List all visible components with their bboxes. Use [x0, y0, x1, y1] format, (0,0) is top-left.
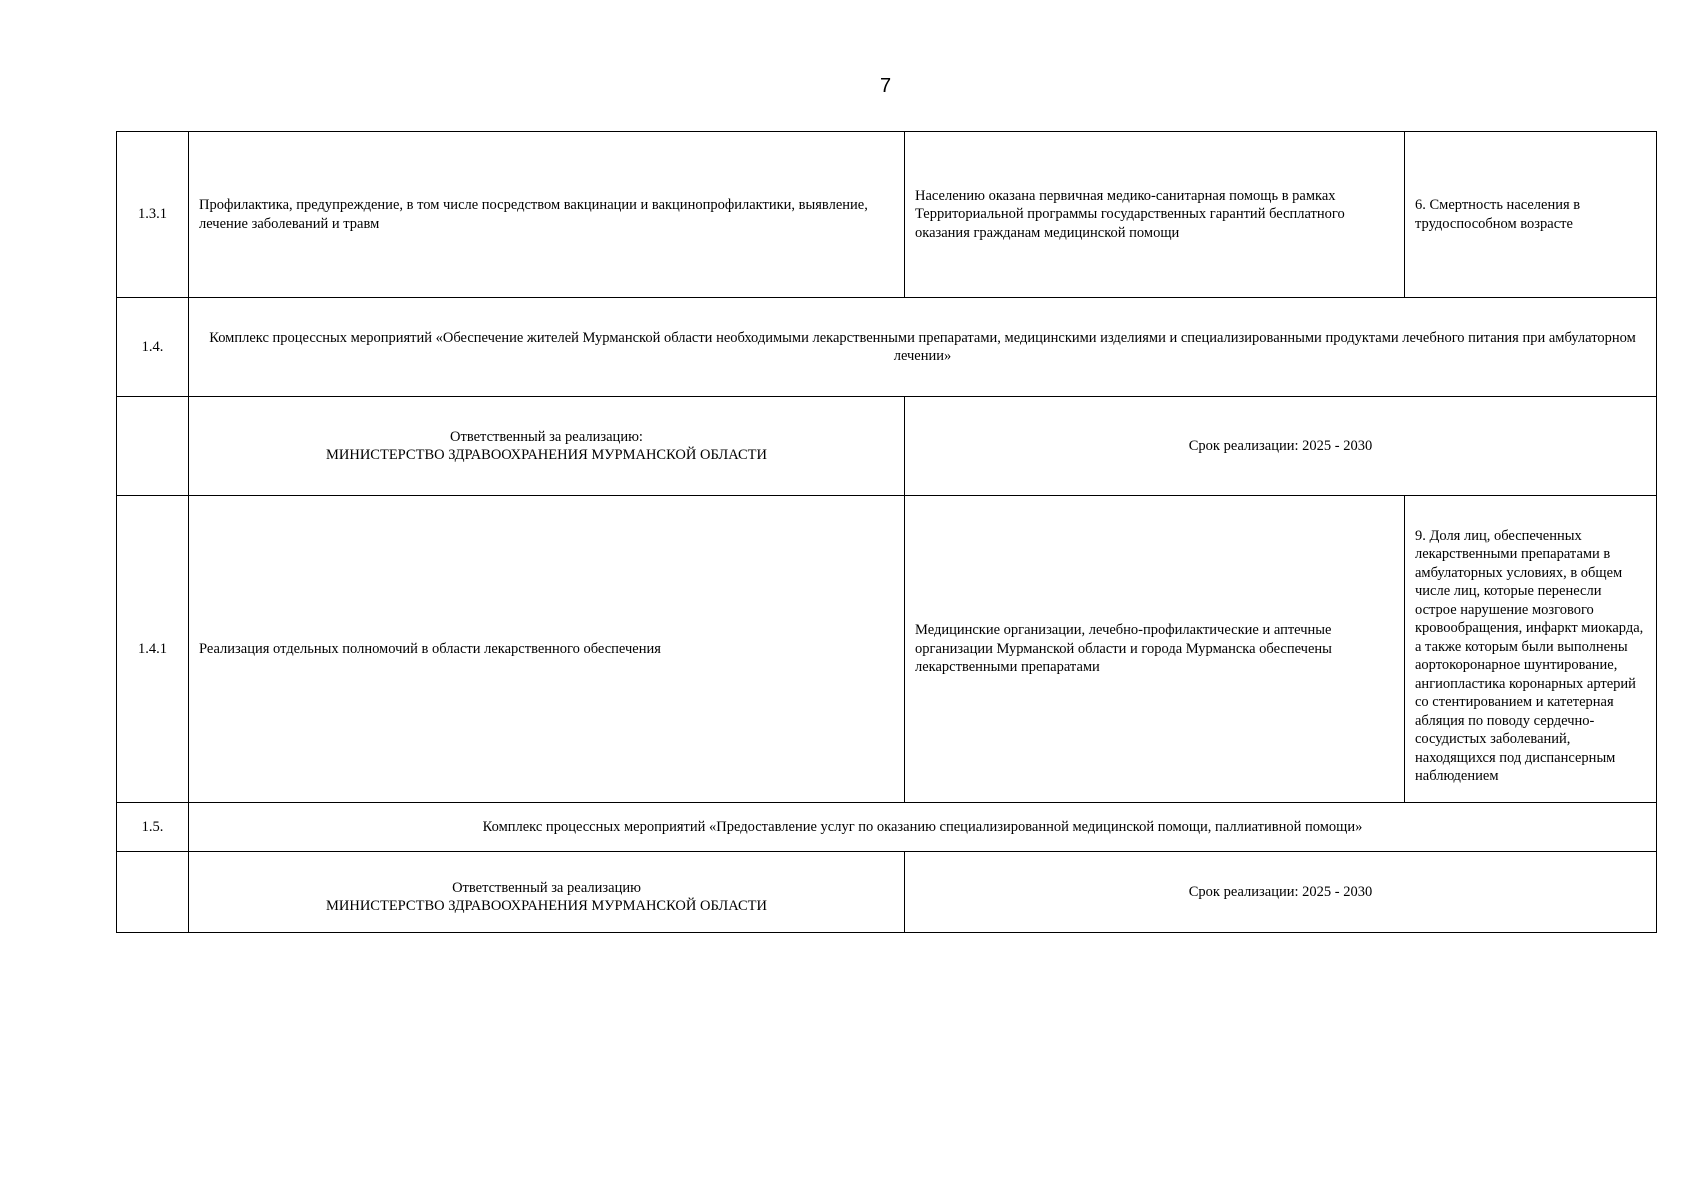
table-row-1-4-responsible [117, 397, 1657, 496]
row-number: 1.5. [117, 803, 189, 852]
responsible-org: МИНИСТЕРСТВО ЗДРАВООХРАНЕНИЯ МУРМАНСКОЙ ОБЛАСТИ [325, 447, 767, 463]
section-title: Комплекс процессных мероприятий «Обеспечение жителей Мурманской области необходимыми лекарственными препаратами, медицинскими изделиями и специализированными продуктами лечебного питания при амбулаторном лечении» [189, 298, 1657, 397]
term-cell: Срок реализации: 2025 - 2030 [905, 852, 1657, 933]
term-cell: Срок реализации: 2025 - 2030 [905, 397, 1657, 496]
activity-cell: Профилактика, предупреждение, в том числе посредством вакцинации и вакцинопрофилактики, выявление, лечение заболеваний и травм [189, 132, 905, 298]
result-cell: Медицинские организации, лечебно-профилактические и аптечные организации Мурманской области и города Мурманска обеспечены лекарственными препаратами [905, 496, 1405, 803]
responsible-cell [189, 852, 905, 933]
responsible-label: Ответственный за реализацию [452, 879, 641, 896]
indicator-text: 9. Доля лиц, обеспеченных лекарственными препаратами в амбулаторных условиях, в общем числе лиц, которые перенесли острое нарушение мозгового кровообращения, инфаркт миокарда, а также которым были выполнены аортокоронарное шунтирование, ангиопластика коронарных артерий со стентированием и катетерная абляция по поводу сердечно-сосудистых заболеваний, находящихся под диспансерным наблюдением [1415, 527, 1644, 784]
indicator-cell: 6. Смертность населения в трудоспособном возрасте [1405, 132, 1657, 298]
table-row-1-4 [117, 298, 1657, 397]
result-cell: Населению оказана первичная медико-санитарная помощь в рамках Территориальной программы государственных гарантий бесплатного оказания гражданам медицинской помощи [905, 132, 1405, 298]
row-number-empty [117, 852, 189, 933]
row-number: 1.4. [117, 298, 189, 397]
row-number-empty [117, 397, 189, 496]
responsible-cell [189, 397, 905, 496]
row-number: 1.3.1 [117, 132, 189, 298]
table-row-1-5-responsible [117, 852, 1657, 933]
table-row-1-3-1 [117, 132, 1657, 298]
section-title: Комплекс процессных мероприятий «Предоставление услуг по оказанию специализированной медицинской помощи, паллиативной помощи» [189, 803, 1657, 852]
responsible-org: МИНИСТЕРСТВО ЗДРАВООХРАНЕНИЯ МУРМАНСКОЙ ОБЛАСТИ [325, 898, 767, 914]
page-number: 7 [879, 75, 892, 97]
responsible-label: Ответственный за реализацию: [450, 428, 643, 445]
row-number: 1.4.1 [117, 496, 189, 803]
table-row-1-5 [117, 803, 1657, 852]
table-row-1-4-1 [117, 496, 1657, 803]
activity-cell: Реализация отдельных полномочий в области лекарственного обеспечения [189, 496, 905, 803]
indicator-cell [1405, 496, 1657, 803]
program-table [116, 131, 1657, 933]
